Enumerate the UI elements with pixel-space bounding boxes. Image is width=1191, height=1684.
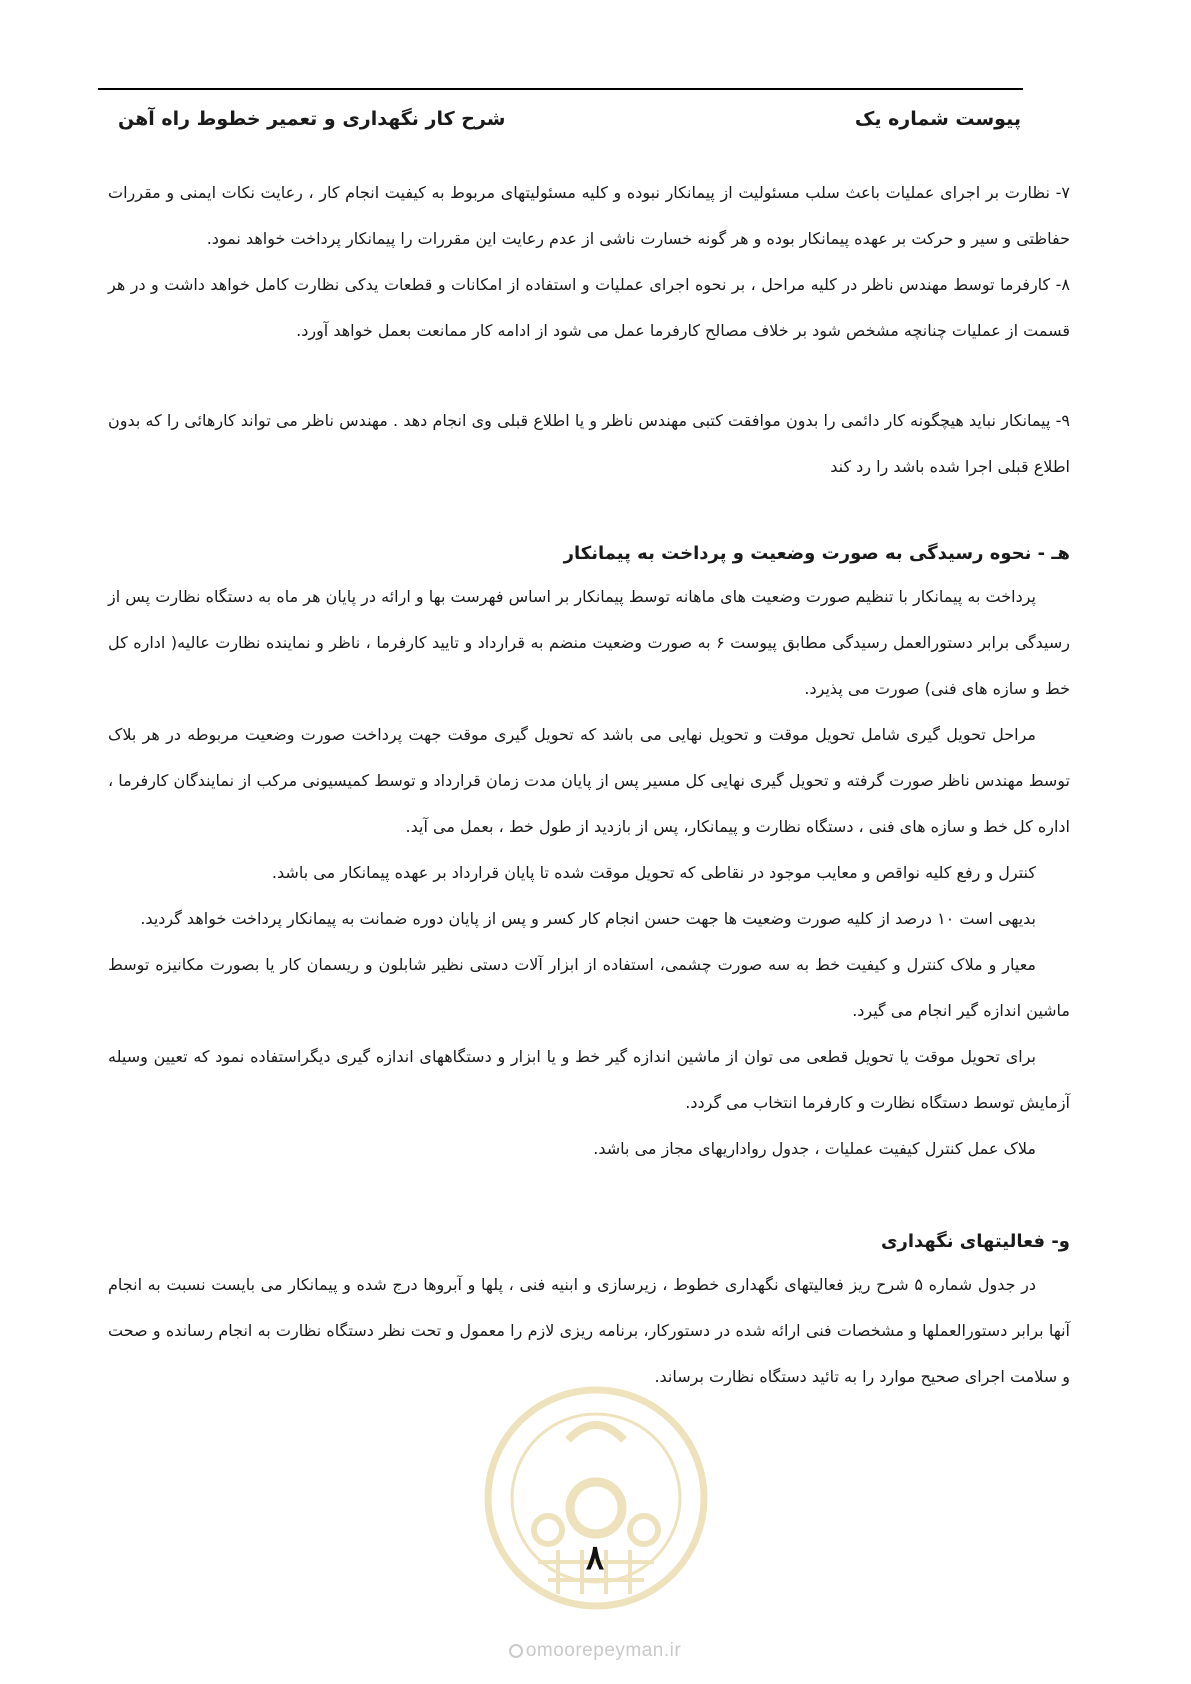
section-h-paragraph: معیار و ملاک کنترل و کیفیت خط به سه صورت چشمی، استفاده از ابزار آلات دستی نظیر شابلون و ریسمان کار یا بصورت مکانیزه توسط ماشین اندازه گیر انجام می گیرد. [108,955,1070,1020]
header-rule [98,88,1023,90]
clause-7: ۷- نظارت بر اجرای عملیات باعث سلب مسئولیت از پیمانکار نبوده و کلیه مسئولیتهای مربوط به کیفیت انجام کار ، رعایت نکات ایمنی و مقررات حفاظتی و سیر و حرکت بر عهده پیمانکار بوده و هر گونه خسارت ناشی از عدم رعایت این مقررات را پیمانکار پرداخت خواهد نمود. [108,183,1070,248]
section-h-paragraph: ملاک عمل کنترل کیفیت عملیات ، جدول رواداریهای مجاز می باشد. [593,1139,1036,1158]
section-h-paragraph: کنترل و رفع کلیه نواقص و معایب موجود در نقاطی که تحویل موقت شده تا پایان قرارداد بر عهده پیمانکار می باشد. [271,863,1036,882]
page-number: ۸ [585,1538,605,1578]
site-watermark [490,1640,700,1662]
clause-9: ۹- پیمانکار نباید هیچگونه کار دائمی را بدون موافقت کتبی مهندس ناظر و یا اطلاع قبلی وی انجام دهد . مهندس ناظر می تواند کارهائی را که بدون اطلاع قبلی اجرا شده باشد را رد کند [108,411,1070,476]
document-title: شرح کار نگهداری و تعمیر خطوط راه آهن [118,108,506,130]
seal-watermark-icon [478,1380,714,1616]
section-h-paragraph: برای تحویل موقت یا تحویل قطعی می توان از ماشین اندازه گیر خط و یا ابزار و دستگاههای اندازه گیری دیگراستفاده نمود که تعیین وسیله آزمایش توسط دستگاه نظارت و کارفرما انتخاب می گردد. [108,1047,1070,1112]
section-h-heading: هـ - نحوه رسیدگی به صورت وضعیت و پرداخت به پیمانکار [563,543,1070,564]
watermark-text: omoorepeyman.ir [525,1640,682,1661]
body-text [108,170,1070,1400]
appendix-title: پیوست شماره یک [854,108,1021,130]
section-v-paragraph: در جدول شماره ۵ شرح ریز فعالیتهای نگهداری خطوط ، زیرسازی و ابنیه فنی ، پلها و آبروها درج شده و پیمانکار می بایست نسبت به انجام آنها برابر دستورالعملها و مشخصات فنی ارائه شده در دستورکار، برنامه ریزی لازم را معمول و تحت نظر دستگاه نظارت به انجام رسانده و صحت و سلامت اجرای صحیح موارد را به تائید دستگاه نظارت برساند. [108,1275,1070,1386]
clause-8: ۸- کارفرما توسط مهندس ناظر در کلیه مراحل ، بر نحوه اجرای عملیات و استفاده از امکانات و قطعات یدکی نظارت کامل خواهد داشت و در هر قسمت از عملیات چنانچه مشخص شود بر خلاف مصالح کارفرما عمل می شود از ادامه کار ممانعت بعمل خواهد آورد. [108,275,1070,340]
at-sign-icon [509,1644,523,1658]
section-h-paragraph: بدیهی است ۱۰ درصد از کلیه صورت وضعیت ها جهت حسن انجام کار کسر و پس از پایان دوره ضمانت به پیمانکار پرداخت خواهد گردید. [140,909,1036,928]
section-v-heading: و- فعالیتهای نگهداری [880,1231,1070,1252]
section-h-paragraph: پرداخت به پیمانکار با تنظیم صورت وضعیت های ماهانه توسط پیمانکار بر اساس فهرست بها و ارائه در پایان هر ماه به دستگاه نظارت پس از رسیدگی برابر دستورالعمل رسیدگی مطابق پیوست ۶ به صورت وضعیت منضم به قرارداد و تایید کارفرما ، ناظر و نماینده نظارت عالیه( اداره کل خط و سازه های فنی) صورت می پذیرد. [108,587,1071,698]
section-h-paragraph: مراحل تحویل گیری شامل تحویل موقت و تحویل نهایی می باشد که تحویل گیری موقت جهت پرداخت صورت وضعیت مربوطه در هر بلاک توسط مهندس ناظر صورت گرفته و تحویل گیری نهایی کل مسیر پس از پایان مدت زمان قرارداد و توسط کمیسیونی مرکب از نمایندگان کارفرما ، اداره کل خط و سازه های فنی ، دستگاه نظارت و پیمانکار، پس از بازدید از طول خط ، بعمل می آید. [108,725,1070,836]
